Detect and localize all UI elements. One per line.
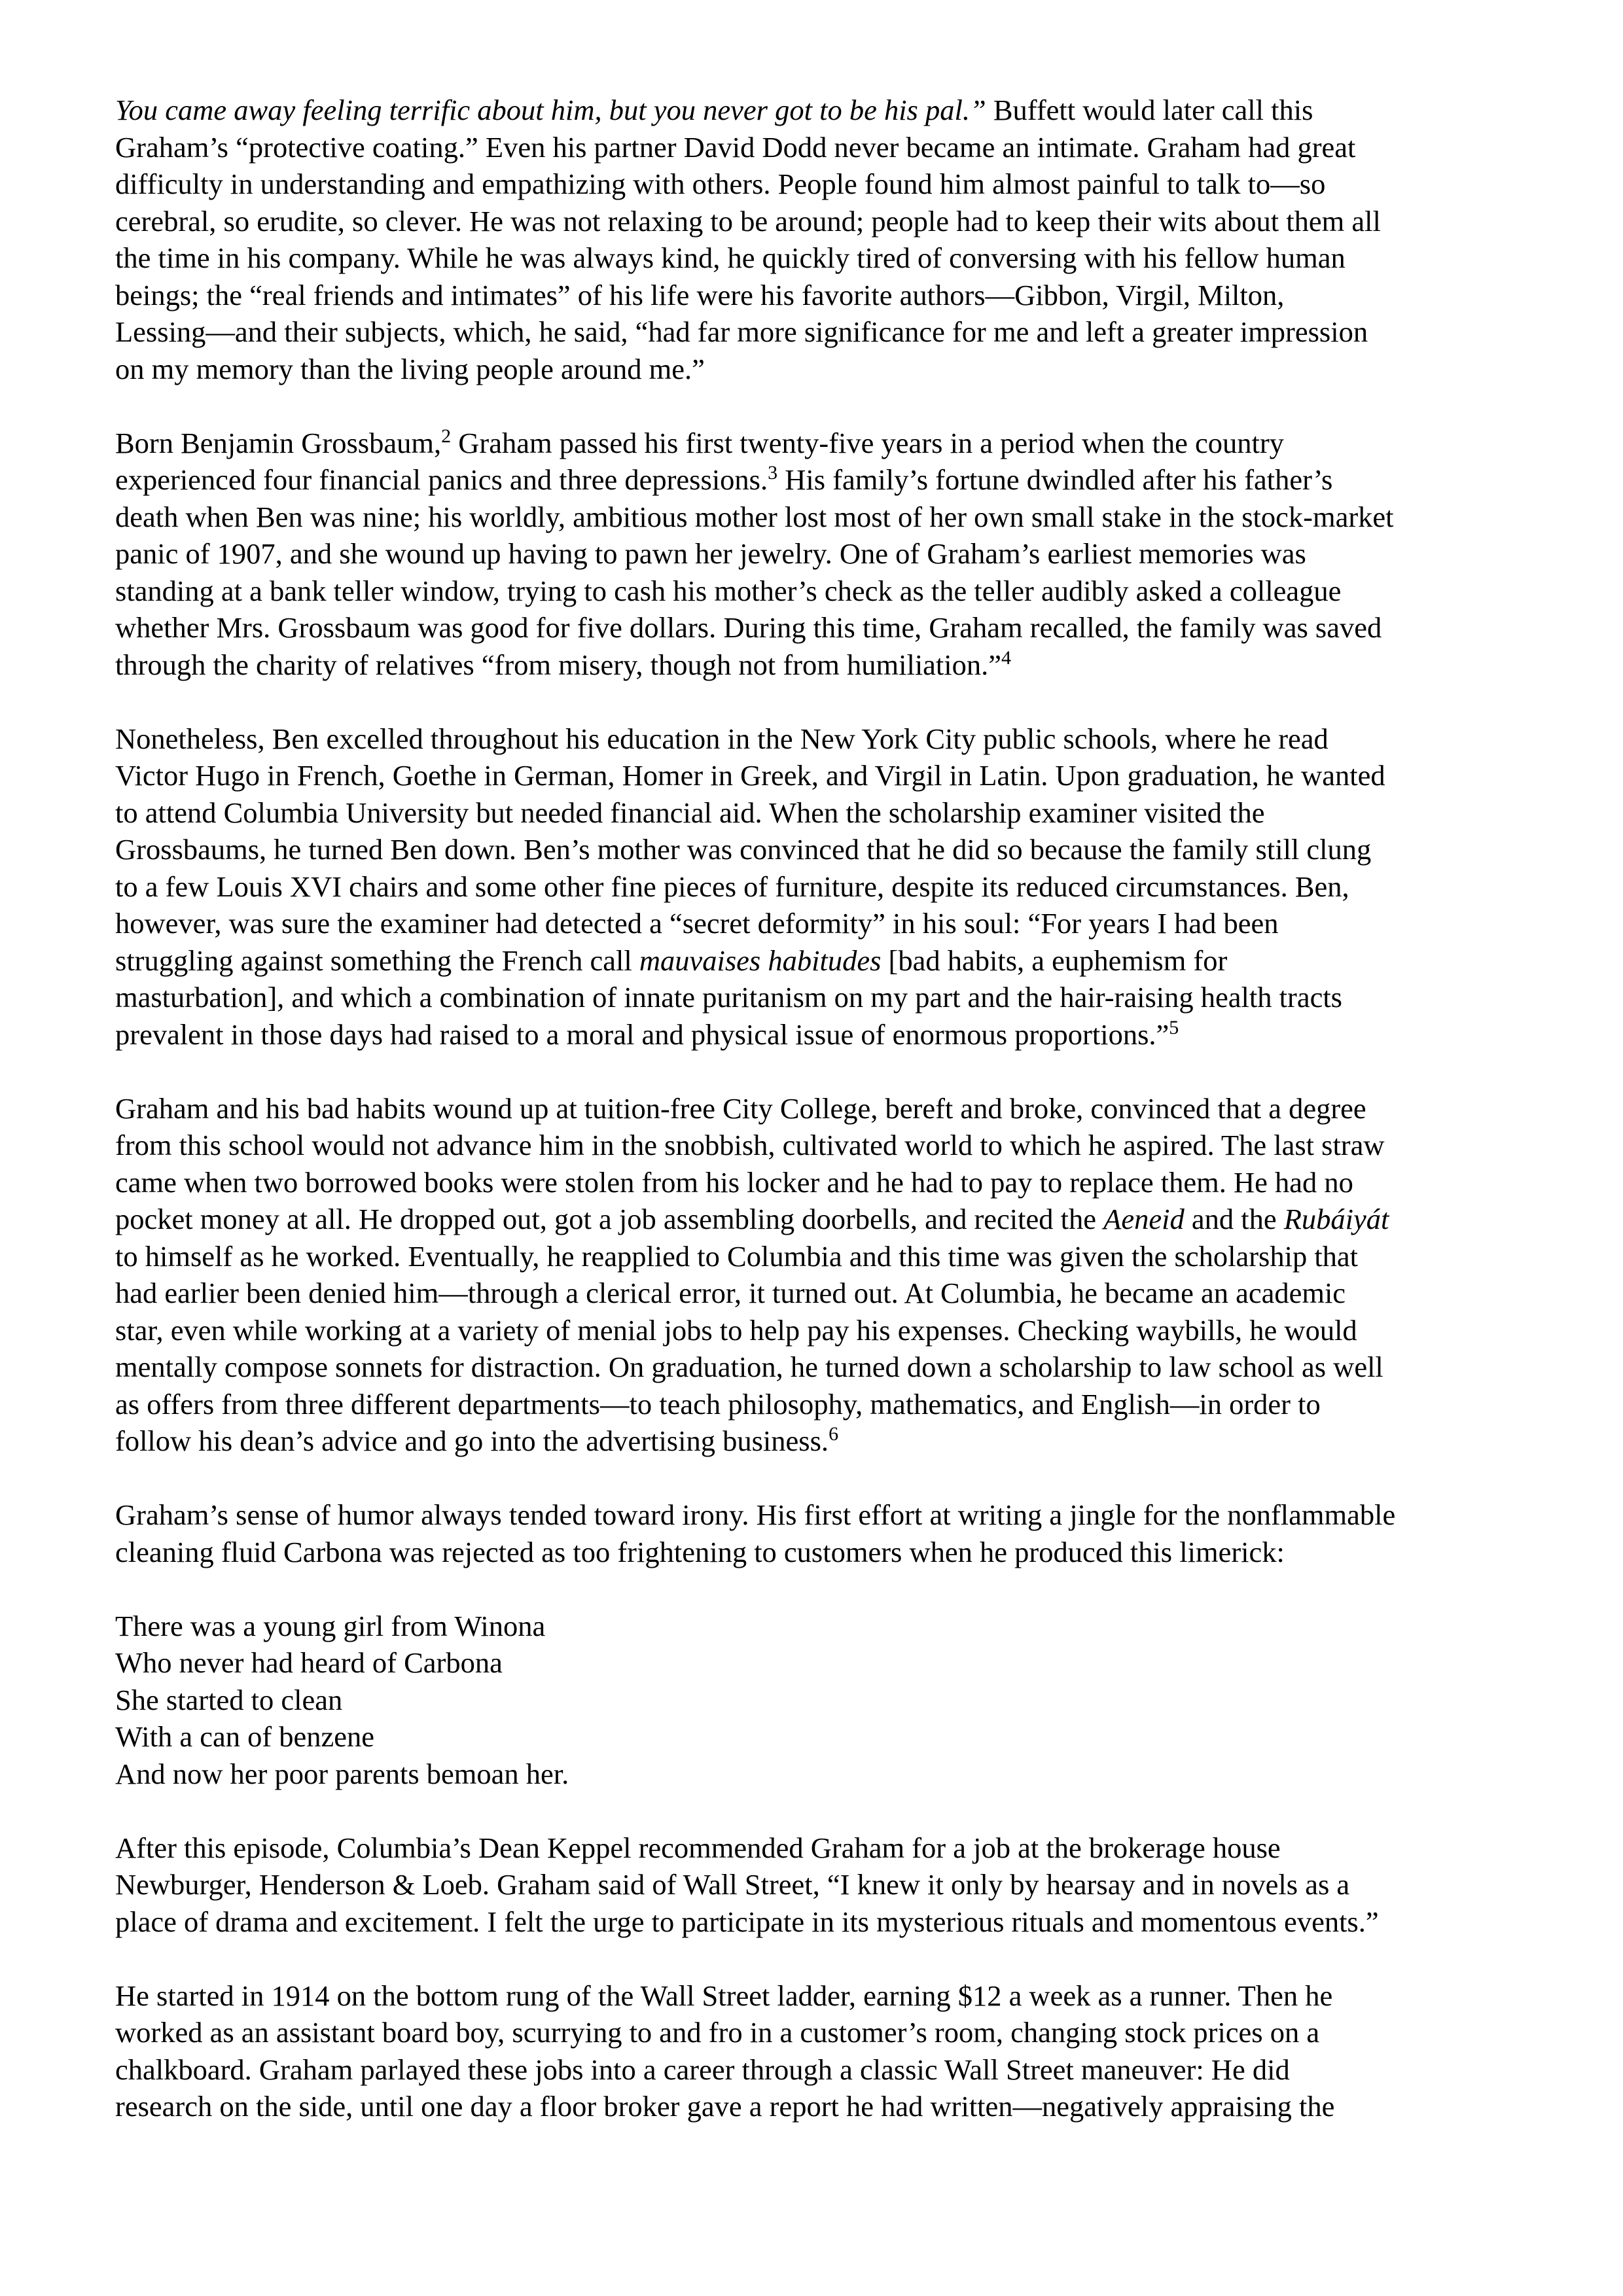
text-line — [115, 535, 1516, 573]
paragraph — [115, 1496, 1516, 1570]
text-run: came when two borrowed books were stolen from his locker and he had to pay to replace them. He had no — [115, 1165, 1353, 1199]
text-line — [115, 129, 1516, 166]
italic-text: Aeneid — [1103, 1203, 1185, 1235]
text-line — [115, 1201, 1516, 1238]
text-run: There was a young girl from Winona — [115, 1609, 546, 1642]
text-run: After this episode, Columbia’s Dean Keppel recommended Graham for a job at the brokerage house — [115, 1831, 1281, 1864]
text-run: on my memory than the living people around me.” — [115, 352, 705, 385]
text-line — [115, 757, 1516, 794]
paragraph — [115, 425, 1516, 684]
text-line — [115, 1829, 1516, 1867]
text-run: Nonetheless, Ben excelled throughout his education in the New York City public schools, where he read — [115, 722, 1329, 755]
text-line — [115, 646, 1516, 684]
text-run: place of drama and excitement. I felt the urge to participate in its mysterious rituals and momentous events.” — [115, 1905, 1379, 1938]
text-line — [115, 905, 1516, 942]
text-run: whether Mrs. Grossbaum was good for five dollars. During this time, Graham recalled, the family was saved — [115, 611, 1382, 644]
text-line — [115, 609, 1516, 646]
text-run: to himself as he worked. Eventually, he reapplied to Columbia and this time was given the scholarship that — [115, 1239, 1359, 1273]
text-run: star, even while working at a variety of menial jobs to help pay his expenses. Checking waybills, he would — [115, 1313, 1357, 1347]
text-line — [115, 1718, 1516, 1756]
text-run: follow his dean’s advice and go into the advertising business. — [115, 1424, 829, 1457]
text-run: cerebral, so erudite, so clever. He was not relaxing to be around; people had to keep their wits about them all — [115, 204, 1381, 238]
text-line — [115, 499, 1516, 536]
text-run: beings; the “real friends and intimates” of his life were his favorite authors—Gibbon, Virgil, Milton, — [115, 278, 1285, 311]
text-line — [115, 2051, 1516, 2089]
text-run: chalkboard. Graham parlayed these jobs into a career through a classic Wall Street maneuver: He did — [115, 2053, 1290, 2086]
text-line — [115, 1644, 1516, 1682]
text-line — [115, 239, 1516, 277]
text-line — [115, 979, 1516, 1016]
text-line — [115, 1275, 1516, 1312]
text-run: He started in 1914 on the bottom rung of the Wall Street ladder, earning $12 a week as a runner. Then he — [115, 1979, 1333, 2012]
text-run: Graham passed his first twenty-five years in a period when the country — [451, 426, 1284, 459]
text-line — [115, 1422, 1516, 1460]
text-line — [115, 2014, 1516, 2051]
paragraph — [115, 1090, 1516, 1460]
text-run: death when Ben was nine; his worldly, ambitious mother lost most of her own small stake in the stock-market — [115, 500, 1394, 533]
text-run: however, was sure the examiner had detected a “secret deformity” in his soul: “For years I had been — [115, 907, 1279, 940]
text-run: to attend Columbia University but needed financial aid. When the scholarship examiner visited the — [115, 796, 1265, 829]
text-line — [115, 1534, 1516, 1571]
text-run: from this school would not advance him in the snobbish, cultivated world to which he aspired. The last straw — [115, 1129, 1385, 1161]
text-line — [115, 92, 1516, 129]
text-line — [115, 720, 1516, 758]
footnote-ref: 4 — [1001, 646, 1012, 669]
paragraph — [115, 1829, 1516, 1941]
text-line — [115, 1016, 1516, 1053]
italic-text: Rubáiyát — [1283, 1203, 1389, 1235]
text-run: Graham’s “protective coating.” Even his partner David Dodd never became an intimate. Graham had great — [115, 130, 1356, 164]
text-run: pocket money at all. He dropped out, got a job assembling doorbells, and recited the — [115, 1203, 1104, 1235]
text-run: Grossbaums, he turned Ben down. Ben’s mother was convinced that he did so because the family still clung — [115, 833, 1372, 866]
paragraph — [115, 720, 1516, 1053]
text-line — [115, 1756, 1516, 1793]
paragraph — [115, 1977, 1516, 2125]
text-line — [115, 425, 1516, 462]
text-run: prevalent in those days had raised to a moral and physical issue of enormous proportions.” — [115, 1017, 1169, 1051]
text-line — [115, 461, 1516, 499]
text-line — [115, 573, 1516, 610]
footnote-ref: 6 — [829, 1423, 839, 1445]
text-line — [115, 1866, 1516, 1903]
italic-text: mauvaises habitudes — [639, 944, 882, 977]
text-run: Graham’s sense of humor always tended toward irony. His first effort at writing a jingle for the nonflammable — [115, 1498, 1396, 1531]
text-line — [115, 1903, 1516, 1941]
text-run: research on the side, until one day a floor broker gave a report he had written—negatively appraising the — [115, 2090, 1335, 2123]
text-run: Buffett would later call this — [986, 94, 1313, 126]
text-run: Lessing—and their subjects, which, he said, “had far more significance for me and left a greater impression — [115, 315, 1368, 348]
text-line — [115, 831, 1516, 868]
text-run: panic of 1907, and she wound up having to pawn her jewelry. One of Graham’s earliest memories was — [115, 537, 1306, 570]
text-run: to a few Louis XVI chairs and some other fine pieces of furniture, despite its reduced circumstances. Ben, — [115, 870, 1349, 903]
text-run: And now her poor parents bemoan her. — [115, 1757, 569, 1790]
text-line — [115, 1682, 1516, 1719]
text-run: through the charity of relatives “from misery, though not from humiliation.” — [115, 648, 1002, 681]
text-run: and the — [1184, 1203, 1284, 1235]
text-line — [115, 166, 1516, 203]
text-line — [115, 203, 1516, 240]
text-run: cleaning fluid Carbona was rejected as too frightening to customers when he produced this limerick: — [115, 1535, 1285, 1568]
footnote-ref: 2 — [441, 425, 452, 447]
text-run: difficulty in understanding and empathizing with others. People found him almost painful to talk to—so — [115, 168, 1326, 200]
text-run: Who never had heard of Carbona — [115, 1646, 503, 1679]
text-run: She started to clean — [115, 1683, 343, 1716]
paragraph — [115, 92, 1516, 387]
text-run: Victor Hugo in French, Goethe in German, Homer in Greek, and Virgil in Latin. Upon graduation, he wanted — [115, 759, 1385, 792]
text-line — [115, 313, 1516, 351]
text-line — [115, 794, 1516, 832]
text-run: had earlier been denied him—through a clerical error, it turned out. At Columbia, he became an academic — [115, 1277, 1346, 1309]
text-line — [115, 1496, 1516, 1534]
document-page — [115, 92, 1516, 2162]
text-line — [115, 351, 1516, 388]
text-run: [bad habits, a euphemism for — [881, 944, 1228, 977]
text-run: mentally compose sonnets for distraction. On graduation, he turned down a scholarship to law school as well — [115, 1351, 1383, 1383]
footnote-ref: 5 — [1169, 1016, 1179, 1038]
text-line — [115, 1238, 1516, 1275]
paragraph — [115, 1608, 1516, 1793]
text-line — [115, 868, 1516, 906]
text-run: experienced four financial panics and three depressions. — [115, 463, 768, 496]
text-line — [115, 1164, 1516, 1201]
text-run: Born Benjamin Grossbaum, — [115, 426, 442, 459]
text-line — [115, 1090, 1516, 1127]
text-run: His family’s fortune dwindled after his father’s — [777, 463, 1333, 496]
text-line — [115, 2088, 1516, 2125]
text-run: struggling against something the French call — [115, 944, 639, 977]
text-run: the time in his company. While he was always kind, he quickly tired of conversing with his fellow human — [115, 241, 1346, 274]
text-line — [115, 942, 1516, 980]
text-line — [115, 1608, 1516, 1645]
text-line — [115, 277, 1516, 314]
text-run: as offers from three different departments—to teach philosophy, mathematics, and English—in order to — [115, 1387, 1321, 1421]
italic-text: You came away feeling terrific about him, but you never got to be his pal.” — [115, 94, 986, 126]
text-run: Graham and his bad habits wound up at tuition-free City College, bereft and broke, convinced that a degree — [115, 1091, 1366, 1125]
text-run: masturbation], and which a combination of innate puritanism on my part and the hair-raising health tracts — [115, 981, 1342, 1014]
text-line — [115, 1127, 1516, 1164]
text-run: worked as an assistant board boy, scurrying to and fro in a customer’s room, changing stock prices on a — [115, 2016, 1320, 2049]
text-line — [115, 1349, 1516, 1386]
text-run: With a can of benzene — [115, 1720, 375, 1753]
text-line — [115, 1312, 1516, 1349]
text-line — [115, 1386, 1516, 1423]
text-run: Newburger, Henderson & Loeb. Graham said of Wall Street, “I knew it only by hearsay and in novels as a — [115, 1868, 1350, 1901]
footnote-ref: 3 — [768, 462, 778, 484]
text-line — [115, 1977, 1516, 2015]
text-run: standing at a bank teller window, trying to cash his mother’s check as the teller audibly asked a colleague — [115, 574, 1342, 607]
